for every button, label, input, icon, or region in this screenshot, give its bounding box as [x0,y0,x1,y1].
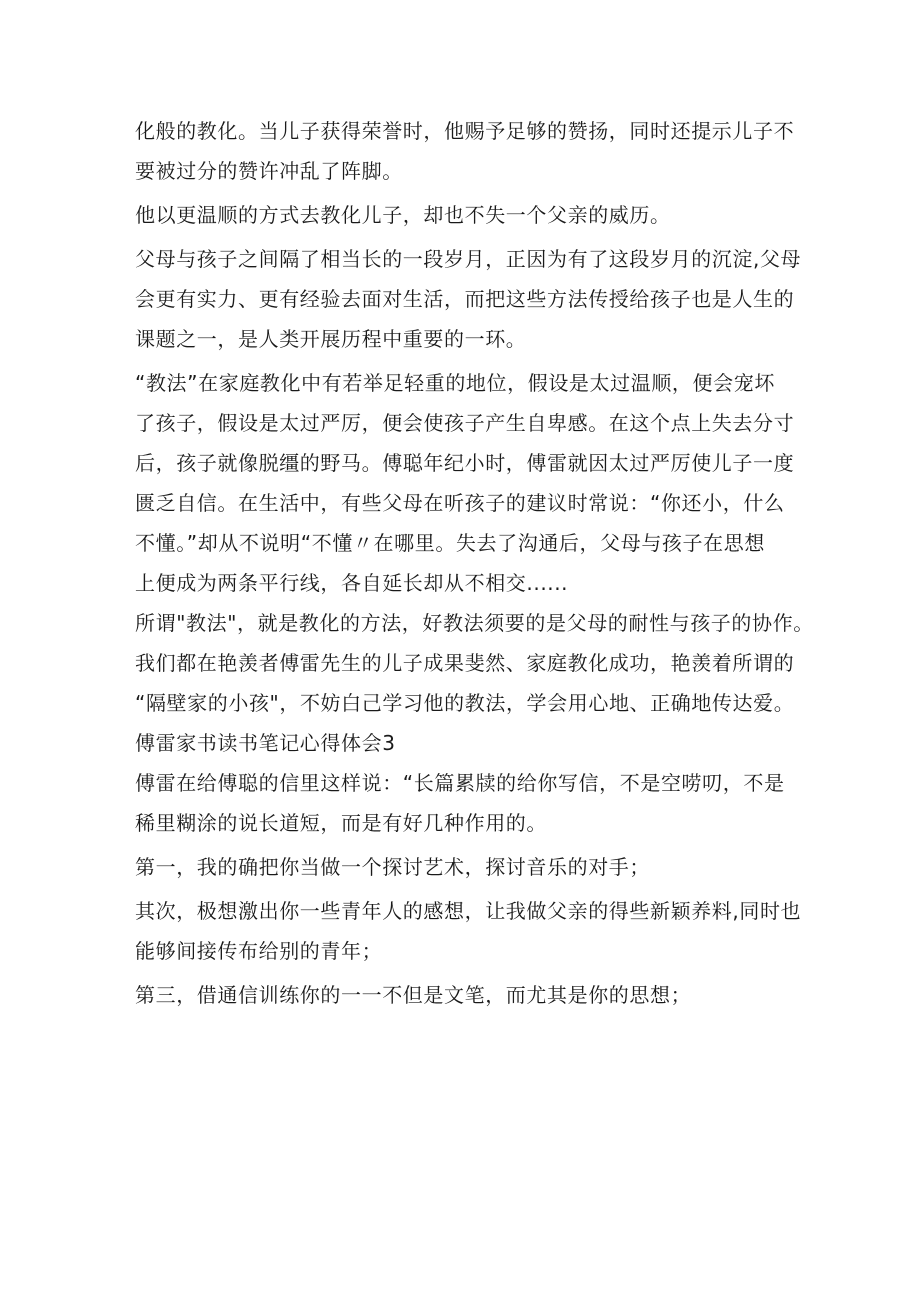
text-line: 会更有实力、更有经验去面对生活，而把这些方法传授给孩子也是人生的 [135,287,795,311]
text-line: 父母与孩子之间隔了相当长的一段岁月，正因为有了这段岁月的沉淀,父母 [135,247,802,271]
text-line: 上便成为两条平行线，各自延长却从不相交...... [135,571,569,595]
text-line: 傅雷在给傅聪的信里这样说：“长篇累牍的给你写信，不是空唠叨，不是 [135,771,785,795]
text-line: 了孩子，假设是太过严厉，便会使孩子产生自卑感。在这个点上失去分寸 [135,411,795,435]
text-line: 他以更温顺的方式去教化儿子，却也不失一个父亲的威历。 [135,203,671,227]
text-line: 匮乏自信。在生活中，有些父母在听孩子的建议时常说：“你还小，什么 [135,491,785,515]
text-line: “隔壁家的小孩"，不妨白己学习他的教法，学会用心地、正确地传达爱。 [135,691,795,715]
text-line: 要被过分的赞许冲乱了阵脚。 [135,159,403,183]
text-line: 我们都在艳羡者傅雷先生的儿子成果斐然、家庭教化成功，艳羡着所谓的 [135,651,795,675]
text-line: 能够间接传布给别的青年； [135,939,383,963]
text-line: 所谓"教法"，就是教化的方法，好教法须要的是父母的耐性与孩子的协作。 [135,611,814,635]
text-line: 第一，我的确把你当做一个探讨艺术，探讨音乐的对手； [135,855,650,879]
text-line: 化般的教化。当儿子获得荣誉时，他赐予足够的赞扬，同时还提示儿子不 [135,119,795,143]
text-line: 不懂。”却从不说明“不懂〃在哪里。失去了沟通后，父母与孩子在思想 [135,531,765,555]
text-line: 稀里糊涂的说长道短，而是有好几种作用的。 [135,811,547,835]
text-line: 课题之一，是人类开展历程中重要的一环。 [135,327,527,351]
body-text [135,111,814,1015]
section-heading: 傅雷家书读书笔记心得体会3 [135,731,396,755]
text-line: “教法”在家庭教化中有若举足轻重的地位，假设是太过温顺，便会宠坏 [135,371,775,395]
text-line: 后，孩子就像脱缰的野马。傅聪年纪小时，傅雷就因太过严厉使儿子一度 [135,451,795,475]
text-line: 第三，借通信训练你的一一不但是文笔，而尤其是你的思想； [135,983,692,1007]
text-line: 其次，极想激出你一些青年人的感想，让我做父亲的得些新颖养料,同时也 [135,899,802,923]
